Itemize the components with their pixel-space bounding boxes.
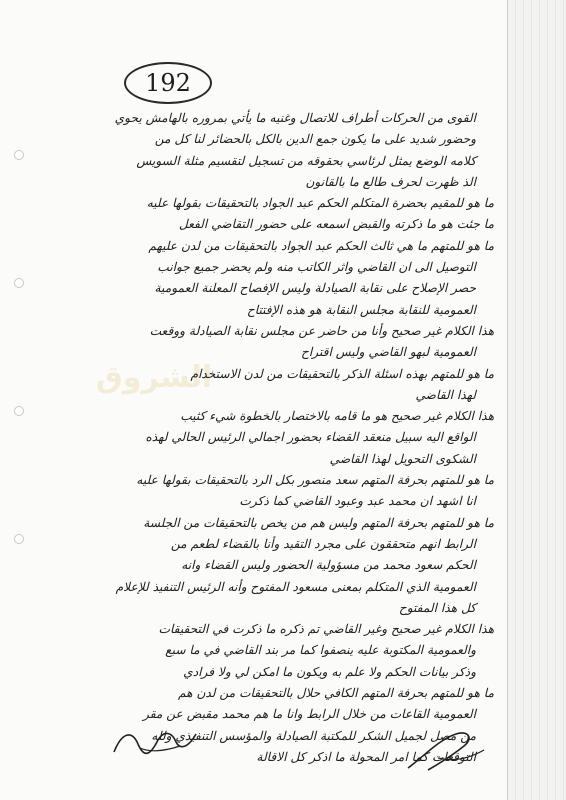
text-line: هذا الكلام غير صحيح هو ما قامه بالاختصار بالخطوة شيء كثيب (32, 406, 494, 427)
text-line: العمومية لبهو القاضي وليس اقتراح (300, 345, 476, 360)
text-line: العمومية للنقابة مجلس النقابة هو هذه الإفتتاح (246, 302, 476, 317)
text-line: الذ ظهرت لحرف طالع ما بالقانون (305, 174, 476, 189)
text-line: من مصل لجميل الشكر للمكتبة الصيادلة والمؤسس التنفيذي ولله (151, 728, 476, 743)
binder-hole (14, 278, 24, 288)
text-line: ما هو للمقيم بحضرة المتكلم الحكم عبد الجواد بالتحقيقات بقولها عليه (32, 193, 494, 214)
text-line: وحضور شديد على ما يكون جمع الدين بالكل بالحضائر لنا كل من (154, 132, 476, 147)
watermark-text: الشروق (96, 360, 213, 395)
text-line: حصر الإصلاح على نقابة الصيادلة وليس الإفصاح المعلنة العمومية (154, 281, 476, 296)
text-line: الحكم سعود محمد من مسؤولية الحضور وليس القضاء وانه (181, 558, 476, 573)
text-line: ما هو للمتهم ما هي ثالث الحكم عبد الجواد بالتحقيقات من لدن عليهم (32, 236, 494, 257)
binder-holes (14, 150, 22, 650)
text-line: الواقع اليه سبيل منعقد القضاء بحضور اجمالي الرئيس الحالي لهذه (145, 430, 476, 445)
page-margin-strip (507, 0, 566, 800)
text-line: لهذا القاضي (415, 387, 476, 402)
text-line: وذكر بيانات الحكم ولا علم به ويكون ما امكن لي ولا فرادي (183, 664, 476, 679)
signature-right (398, 728, 488, 774)
text-line: هذا الكلام غير صحيح وأنا من حاضر عن مجلس نقابة الصيادلة ووقعت (32, 321, 494, 342)
text-line: ما هو للمتهم بحرفة المتهم سعد منصور بكل الرد بالتحقيقات بقولها عليه (32, 470, 494, 491)
text-line: ما هو للمتهم بهذه اسئلة الذكر بالتحقيقات من لدن الاستخدام (32, 364, 494, 385)
text-line: انا اشهد ان محمد عبد وعبود القاضي كما ذكرت (239, 494, 476, 509)
page-number-circle (124, 62, 212, 104)
text-line: العمومية القاعات من خلال الرابط وانا ما هم محمد مقبض عن مقر (142, 707, 476, 722)
text-line: التوقعات كما امر المحولة ما اذكر كل الاقالة (256, 749, 476, 764)
text-line: كلامه الوضع يمثل لرئاسي بحقوقه من تسجيل لتقسيم مثلة السويس (136, 153, 476, 168)
handwritten-text-body (32, 108, 494, 768)
text-line: هذا الكلام غير صحيح وغير القاضي تم ذكره ما ذكرت في التحقيقات (32, 619, 494, 640)
text-line: الرابط انهم متحققون على مجرد التقيد وأنا بالقضاء لطعم من (170, 536, 476, 551)
binder-hole (14, 406, 24, 416)
text-line: والعمومية المكتوبة عليه ينصفوا كما مر بند القاضي في ما سبع (165, 643, 476, 658)
text-line: ما هو للمتهم بحرفة المتهم الكافي حلال بالتحقيقات من لدن هم (32, 683, 494, 704)
page-number: 192 (145, 69, 191, 97)
text-line: القوى من الحركات أطراف للاتصال وغنيه ما يأتي بمروره بالهامش يحوي (114, 111, 476, 125)
text-line: ما جئت هو ما ذكرته والقبض اسمعه على حضور التقاضي الفعل (32, 214, 494, 235)
text-line: الشكوى التحويل لهذا القاضي (329, 451, 476, 466)
binder-hole (14, 534, 24, 544)
text-line: العمومية الذي المتكلم بمعنى مسعود المفتوح وأنه الرئيس التنفيذ للإعلام (115, 579, 476, 594)
binder-hole (14, 150, 24, 160)
text-line: ما هو للمتهم بحرفة المتهم وليس هم من يخص بالتحقيقات من الجلسة (32, 513, 494, 534)
text-line: كل هذا المفتوح (398, 600, 476, 615)
text-line: التوصيل الى ان القاضي واثر الكاتب منه ولم يحضر جميع جوانب (157, 260, 476, 275)
signature-left (110, 722, 200, 762)
